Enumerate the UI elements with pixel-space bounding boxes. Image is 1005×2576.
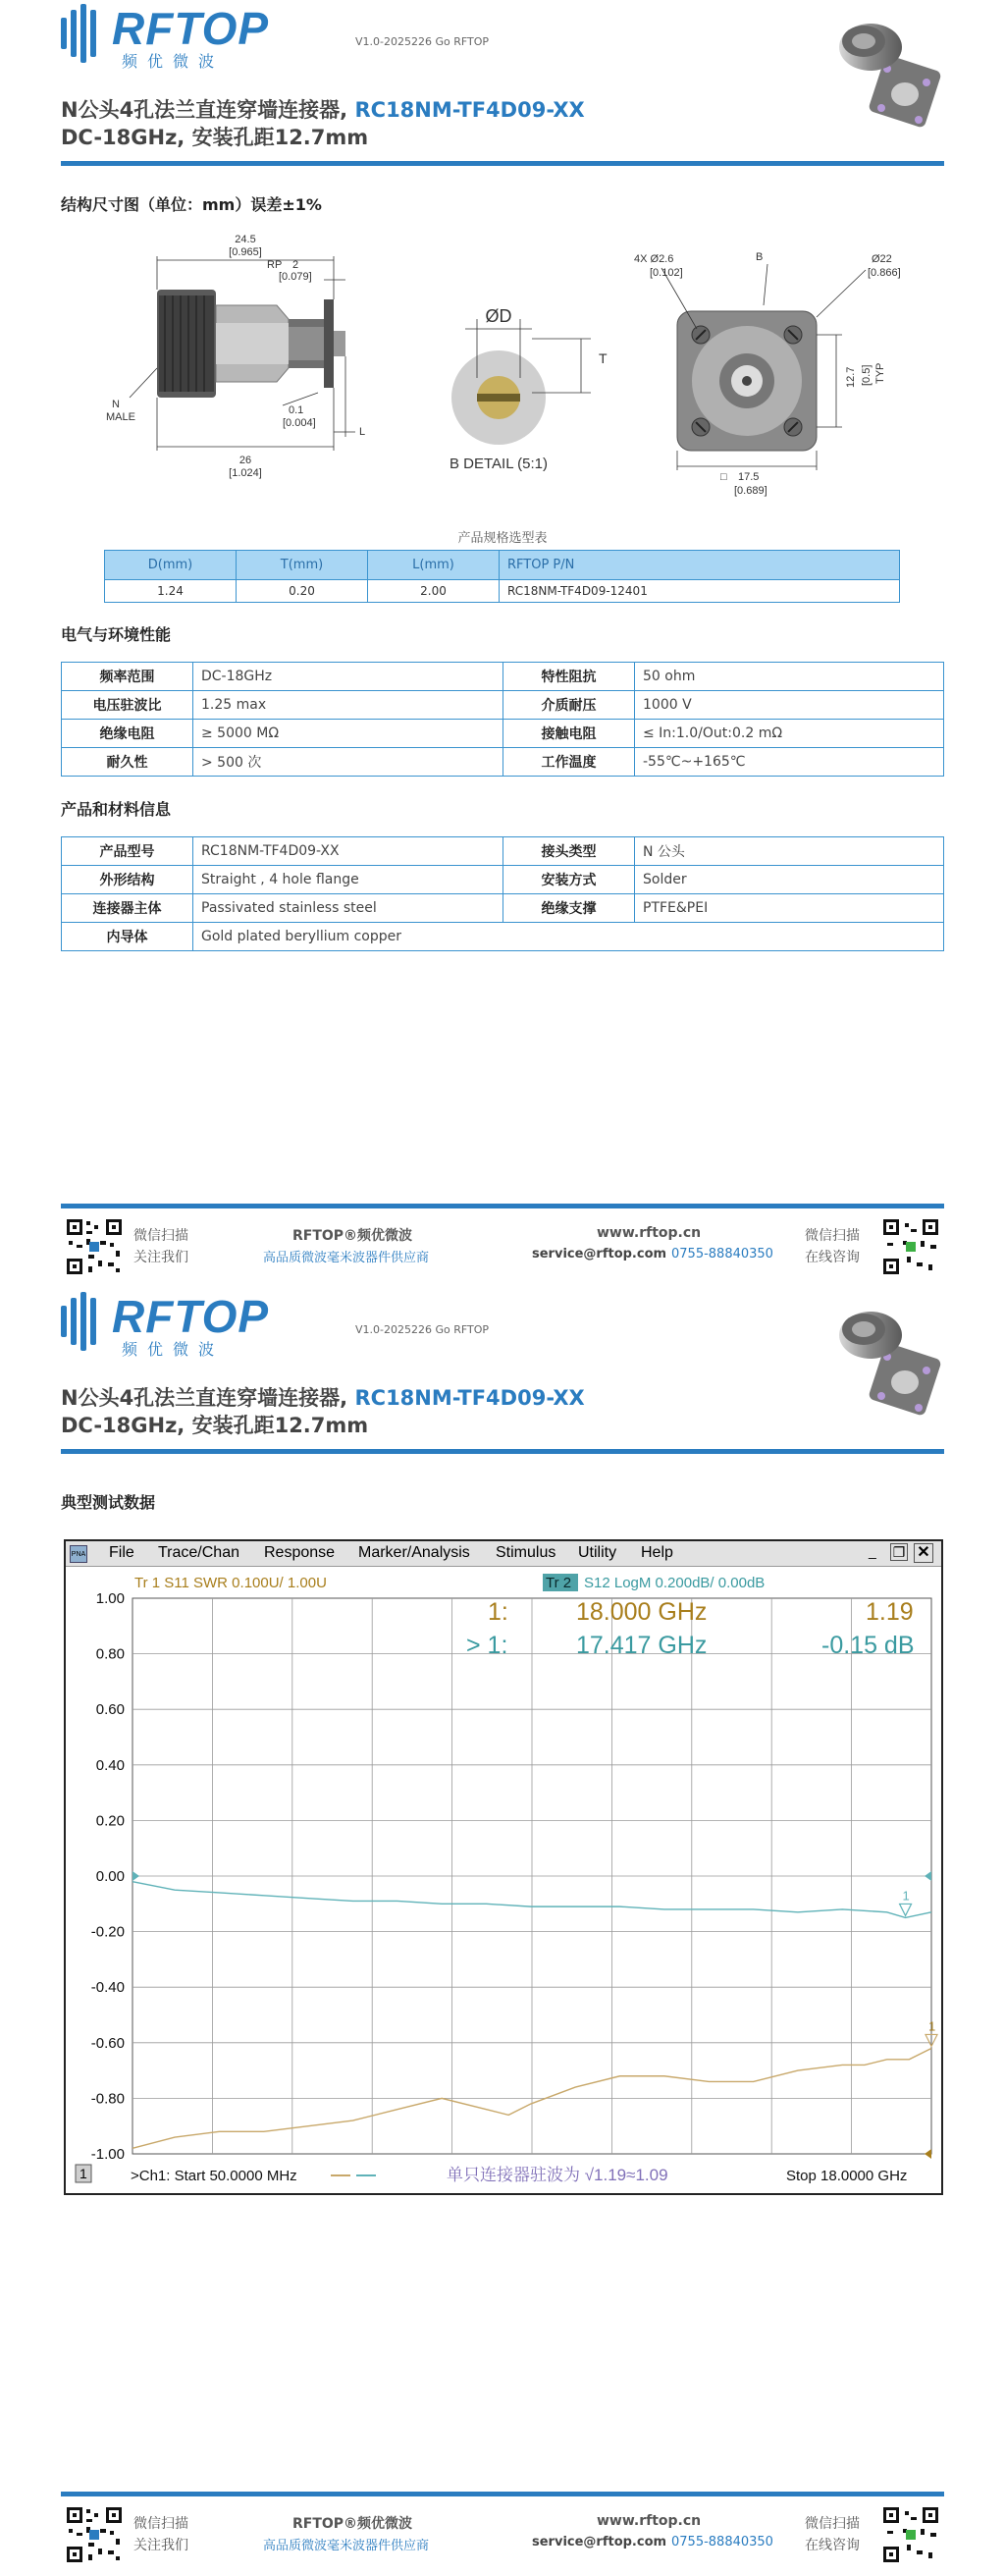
spec-key: 安装方式: [503, 866, 635, 894]
header-divider: [61, 1449, 944, 1454]
logo-text: RFTOP: [112, 3, 270, 54]
s11-marker-label: 1: [928, 2018, 936, 2034]
spec-value: N 公头: [635, 837, 944, 866]
spec-value: > 500 次: [193, 748, 503, 777]
phone-label: 0755-88840350: [671, 2535, 773, 2549]
spec-key: 接触电阻: [503, 720, 635, 748]
spec-key: 频率范围: [62, 663, 193, 691]
spec-value: DC-18GHz: [193, 663, 503, 691]
website-link[interactable]: www.rftop.cn: [597, 1225, 702, 1241]
svg-text:B: B: [756, 251, 764, 263]
spec-key: 外形结构: [62, 866, 193, 894]
product-subtitle: DC-18GHz, 安装孔距12.7mm: [61, 1414, 369, 1437]
spec-value: ≤ In:1.0/Out:0.2 mΩ: [635, 720, 944, 748]
restore-icon[interactable]: ❐: [890, 1543, 908, 1561]
svg-text:[0.866]: [0.866]: [868, 267, 901, 279]
y-tick-label: 0.60: [95, 1701, 125, 1719]
svg-text:[0.689]: [0.689]: [734, 485, 767, 497]
menu-utility[interactable]: Utility: [578, 1544, 617, 1561]
sel-col-l: L(mm): [368, 551, 500, 580]
sel-col-d: D(mm): [105, 551, 237, 580]
s12-marker-label: 1: [902, 1888, 910, 1904]
marker2-label: > 1:: [466, 1632, 508, 1659]
channel-number: 1: [79, 2166, 87, 2181]
svg-text:ØD: ØD: [485, 306, 512, 326]
y-tick-label: -1.00: [90, 2146, 125, 2163]
header: [61, 0, 944, 172]
svg-text:[0.102]: [0.102]: [650, 267, 683, 279]
spec-value: ≥ 5000 MΩ: [193, 720, 503, 748]
dimension-drawing: [61, 221, 944, 506]
start-freq-label: >Ch1: Start 50.0000 MHz: [131, 2168, 297, 2184]
rftop-logo: [61, 1288, 270, 1359]
slogan-label: 高品质微波毫米波器件供应商: [263, 2539, 430, 2553]
follow-us-label: 关注我们: [133, 2538, 188, 2553]
version-label: V1.0-2025226 Go RFTOP: [355, 35, 490, 48]
spec-key: 工作温度: [503, 748, 635, 777]
table-row: [62, 894, 944, 923]
footer: [61, 2492, 944, 2570]
menu-marker-analysis[interactable]: Marker/Analysis: [358, 1544, 470, 1561]
table-row: [62, 663, 944, 691]
svg-text:[0.965]: [0.965]: [229, 246, 262, 258]
selection-caption: 产品规格选型表: [457, 531, 548, 546]
table-row: [62, 923, 944, 951]
spec-key: 绝缘电阻: [62, 720, 193, 748]
wechat-scan-label: 微信扫描: [133, 2516, 188, 2532]
spec-key: 绝缘支撑: [503, 894, 635, 923]
spec-value: 50 ohm: [635, 663, 944, 691]
y-tick-label: -0.60: [90, 2034, 125, 2052]
email-link[interactable]: service@rftop.com: [532, 2535, 667, 2549]
svg-text:[0.079]: [0.079]: [279, 271, 312, 283]
tr1-label: Tr 1 S11 SWR 0.100U/ 1.00U: [134, 1575, 327, 1591]
email-link[interactable]: service@rftop.com: [532, 1247, 667, 1261]
footer-divider: [61, 1204, 944, 1208]
close-icon[interactable]: ✕: [914, 1543, 933, 1563]
follow-us-label: 关注我们: [133, 1250, 188, 1265]
wechat-scan-label: 微信扫描: [805, 1228, 860, 1244]
marker1-label: 1:: [488, 1598, 508, 1626]
spec-value: 1.25 max: [193, 691, 503, 720]
electrical-table: [61, 662, 944, 777]
qr-code-icon[interactable]: [881, 2505, 940, 2564]
svg-text:26: 26: [238, 455, 252, 466]
logo-icon: [61, 1292, 108, 1351]
svg-text:MALE: MALE: [106, 411, 135, 423]
chart-grid: [132, 1598, 931, 2154]
header: [61, 1288, 944, 1460]
selection-header-row: [105, 551, 900, 580]
product-image: [817, 8, 944, 135]
svg-text:4X Ø2.6: 4X Ø2.6: [634, 253, 674, 265]
svg-text:□: □: [720, 471, 727, 483]
tr2-label: S12 LogM 0.200dB/ 0.00dB: [584, 1575, 766, 1591]
spec-key: 内导体: [62, 923, 193, 951]
table-row: [62, 837, 944, 866]
menu-trace-chan[interactable]: Trace/Chan: [158, 1544, 239, 1561]
svg-text:RP: RP: [267, 259, 283, 271]
svg-text:12.7: 12.7: [845, 366, 857, 388]
y-tick-label: 1.00: [95, 1590, 125, 1607]
vna-menu-bar: [66, 1541, 941, 1567]
svg-text:L: L: [359, 426, 366, 438]
marker1-value: 1.19: [866, 1598, 914, 1626]
sel-cell: 0.20: [237, 580, 368, 603]
spec-value: 1000 V: [635, 691, 944, 720]
consult-label: 在线咨询: [805, 2538, 860, 2553]
material-table: [61, 836, 944, 951]
qr-code-icon[interactable]: [65, 1217, 124, 1276]
svg-text:Ø22: Ø22: [872, 253, 892, 265]
minimize-icon[interactable]: _: [869, 1543, 876, 1559]
selection-table: [104, 550, 900, 603]
test-section-title: 典型测试数据: [61, 1493, 156, 1512]
spec-value: RC18NM-TF4D09-XX: [193, 837, 503, 866]
spec-key: 接头类型: [503, 837, 635, 866]
b-detail-view: [450, 306, 608, 472]
spec-key: 介质耐压: [503, 691, 635, 720]
menu-stimulus[interactable]: Stimulus: [496, 1544, 556, 1561]
pna-icon: PNA: [70, 1545, 87, 1563]
spec-key: 电压驻波比: [62, 691, 193, 720]
logo-cn: 频优微波: [122, 1340, 225, 1359]
rftop-logo: [61, 0, 270, 71]
svg-text:[1.024]: [1.024]: [229, 467, 262, 479]
menu-response[interactable]: Response: [264, 1544, 336, 1561]
product-title: N公头4孔法兰直连穿墙连接器, RC18NM-TF4D09-XX: [61, 1386, 585, 1410]
spec-key: 产品型号: [62, 837, 193, 866]
logo-cn: 频优微波: [122, 52, 225, 71]
spec-value: Straight , 4 hole flange: [193, 866, 503, 894]
spec-key: 特性阻抗: [503, 663, 635, 691]
header-divider: [61, 161, 944, 166]
marker1-freq: 18.000 GHz: [576, 1598, 708, 1626]
y-tick-label: -0.80: [90, 2090, 125, 2108]
side-view: [106, 234, 365, 479]
spec-value: PTFE&PEI: [635, 894, 944, 923]
spec-key: 连接器主体: [62, 894, 193, 923]
sel-cell: RC18NM-TF4D09-12401: [500, 580, 900, 603]
sel-cell: 1.24: [105, 580, 237, 603]
y-tick-label: 0.80: [95, 1645, 125, 1663]
spec-value: Gold plated beryllium copper: [193, 923, 944, 951]
table-row: [62, 720, 944, 748]
table-row: [105, 580, 900, 603]
marker2-freq: 17.417 GHz: [576, 1632, 708, 1659]
stop-freq-label: Stop 18.0000 GHz: [786, 2168, 908, 2184]
wechat-scan-label: 微信扫描: [133, 1228, 188, 1244]
svg-text:TYP: TYP: [874, 362, 886, 384]
material-section-title: 产品和材料信息: [61, 800, 172, 819]
consult-label: 在线咨询: [805, 1250, 860, 1265]
product-subtitle: DC-18GHz, 安装孔距12.7mm: [61, 126, 369, 149]
phone-label: 0755-88840350: [671, 1247, 773, 1261]
svg-text:B DETAIL (5:1): B DETAIL (5:1): [449, 456, 549, 472]
tr2-tag: Tr 2: [546, 1575, 572, 1591]
y-tick-label: 0.00: [95, 1868, 125, 1885]
vna-screenshot: [64, 1539, 943, 2195]
y-tick-label: 0.20: [95, 1812, 125, 1830]
svg-text:2: 2: [292, 259, 299, 271]
menu-help[interactable]: Help: [641, 1544, 673, 1561]
page-2: [0, 1288, 1005, 2576]
table-row: [62, 748, 944, 777]
y-axis-ticks: [91, 1590, 125, 2163]
qr-code-icon[interactable]: [65, 2505, 124, 2564]
website-link[interactable]: www.rftop.cn: [597, 2513, 702, 2529]
sel-col-t: T(mm): [237, 551, 368, 580]
svg-text:0.1: 0.1: [289, 404, 304, 416]
logo-text: RFTOP: [112, 1291, 270, 1342]
wechat-scan-label: 微信扫描: [805, 2516, 860, 2532]
drawing-section-title: 结构尺寸图（单位：mm）误差±1%: [61, 195, 322, 214]
svg-text:N: N: [112, 399, 120, 410]
qr-code-icon[interactable]: [881, 1217, 940, 1276]
svg-text:[0.5]: [0.5]: [861, 364, 873, 386]
product-title: N公头4孔法兰直连穿墙连接器, RC18NM-TF4D09-XX: [61, 98, 585, 122]
svg-text:T: T: [599, 350, 608, 366]
marker2-value: -0.15 dB: [821, 1632, 915, 1659]
spec-value: Solder: [635, 866, 944, 894]
brand-label: RFTOP®频优微波: [292, 2516, 413, 2532]
front-view: [634, 251, 901, 497]
svg-text:17.5: 17.5: [738, 471, 760, 483]
spec-key: 耐久性: [62, 748, 193, 777]
brand-label: RFTOP®频优微波: [292, 1228, 413, 1244]
footer-divider: [61, 2492, 944, 2496]
logo-icon: [61, 4, 108, 63]
svg-text:24.5: 24.5: [235, 234, 256, 245]
electrical-section-title: 电气与环境性能: [61, 625, 172, 644]
y-tick-label: -0.40: [90, 1979, 125, 1997]
version-label: V1.0-2025226 Go RFTOP: [355, 1323, 490, 1336]
sel-col-pn: RFTOP P/N: [500, 551, 900, 580]
slogan-label: 高品质微波毫米波器件供应商: [263, 1251, 430, 1265]
table-row: [62, 866, 944, 894]
menu-file[interactable]: File: [109, 1544, 134, 1561]
y-tick-label: -0.20: [90, 1923, 125, 1941]
svg-text:[0.004]: [0.004]: [283, 417, 316, 429]
vna-chart: [66, 1568, 941, 2193]
product-image: [817, 1296, 944, 1423]
spec-value: Passivated stainless steel: [193, 894, 503, 923]
vswr-note: 单只连接器驻波为 √1.19≈1.09: [447, 2166, 668, 2184]
sel-cell: 2.00: [368, 580, 500, 603]
spec-value: -55℃~+165℃: [635, 748, 944, 777]
table-row: [62, 691, 944, 720]
footer: [61, 1204, 944, 1282]
y-tick-label: 0.40: [95, 1756, 125, 1774]
